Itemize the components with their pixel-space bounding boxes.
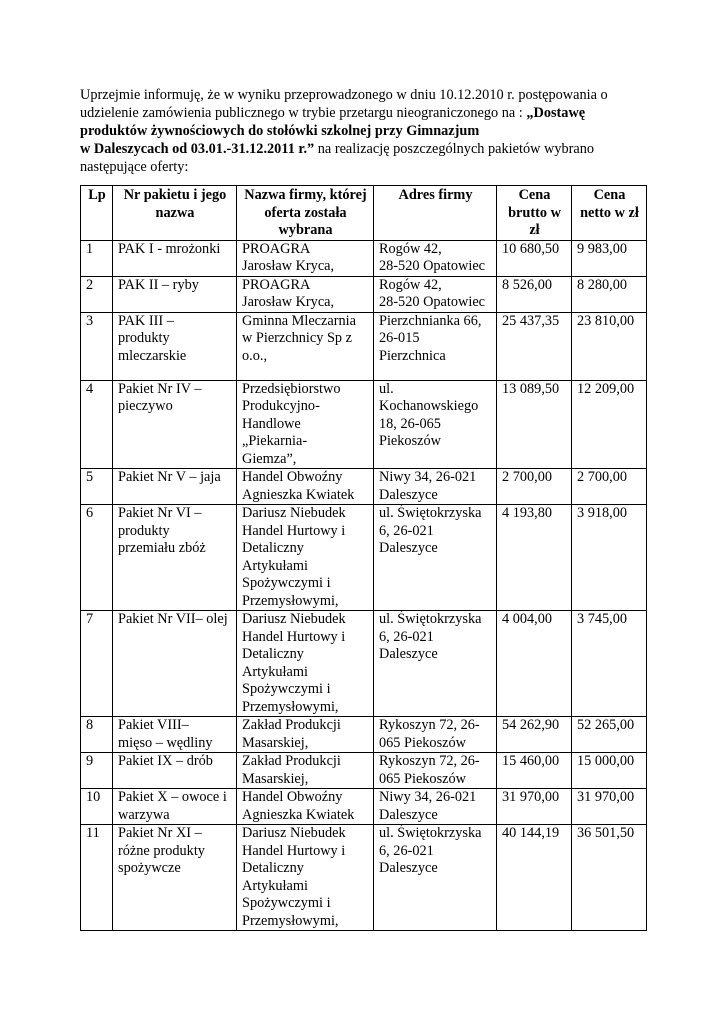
cell-firm: Dariusz Niebudek Handel Hurtowy i Detaliczny Artykułami Spożywczymi i Przemysłowymi, — [237, 505, 374, 611]
cell-package: Pakiet VIII– mięso – wędliny — [113, 717, 237, 753]
intro-bold-1: „Dostawę produktów żywnościowych do stołówki szkolnej przy Gimnazjum — [80, 105, 586, 139]
table-row — [81, 753, 647, 789]
table-body — [81, 240, 647, 931]
header-lp: Lp — [81, 186, 113, 241]
table-row — [81, 380, 647, 469]
cell-firm: PROAGRA Jarosław Kryca, — [237, 240, 374, 276]
cell-net-price: 23 810,00 — [572, 312, 647, 380]
cell-gross-price: 4 193,80 — [497, 505, 572, 611]
table-row — [81, 469, 647, 505]
cell-lp: 10 — [81, 789, 113, 825]
cell-gross-price: 25 437,35 — [497, 312, 572, 380]
cell-lp: 7 — [81, 611, 113, 717]
cell-net-price: 8 280,00 — [572, 276, 647, 312]
cell-address: Niwy 34, 26-021 Daleszyce — [374, 469, 497, 505]
cell-firm: PROAGRA Jarosław Kryca, — [237, 276, 374, 312]
cell-lp: 5 — [81, 469, 113, 505]
cell-net-price: 52 265,00 — [572, 717, 647, 753]
cell-net-price: 9 983,00 — [572, 240, 647, 276]
cell-lp: 11 — [81, 825, 113, 931]
cell-package: Pakiet Nr V – jaja — [113, 469, 237, 505]
cell-package: Pakiet IX – drób — [113, 753, 237, 789]
cell-gross-price: 54 262,90 — [497, 717, 572, 753]
cell-address: ul. Świętokrzyska 6, 26-021 Daleszyce — [374, 611, 497, 717]
cell-lp: 3 — [81, 312, 113, 380]
cell-net-price: 3 918,00 — [572, 505, 647, 611]
table-row — [81, 312, 647, 380]
cell-gross-price: 2 700,00 — [497, 469, 572, 505]
cell-address: Rykoszyn 72, 26- 065 Piekoszów — [374, 753, 497, 789]
cell-gross-price: 10 680,50 — [497, 240, 572, 276]
cell-lp: 4 — [81, 380, 113, 469]
cell-net-price: 3 745,00 — [572, 611, 647, 717]
table-row — [81, 276, 647, 312]
table-row — [81, 505, 647, 611]
cell-net-price: 2 700,00 — [572, 469, 647, 505]
cell-firm: Przedsiębiorstwo Produkcyjno- Handlowe „Piekarnia- Giemza”, — [237, 380, 374, 469]
cell-firm: Handel Obwoźny Agnieszka Kwiatek — [237, 789, 374, 825]
cell-gross-price: 40 144,19 — [497, 825, 572, 931]
cell-firm: Zakład Produkcji Masarskiej, — [237, 717, 374, 753]
cell-gross-price: 31 970,00 — [497, 789, 572, 825]
cell-gross-price: 4 004,00 — [497, 611, 572, 717]
table-header-row — [81, 186, 647, 241]
cell-gross-price: 8 526,00 — [497, 276, 572, 312]
table-row — [81, 789, 647, 825]
cell-package: Pakiet X – owoce i warzywa — [113, 789, 237, 825]
cell-net-price: 15 000,00 — [572, 753, 647, 789]
cell-firm: Zakład Produkcji Masarskiej, — [237, 753, 374, 789]
cell-address: ul. Świętokrzyska 6, 26-021 Daleszyce — [374, 505, 497, 611]
cell-package: PAK II – ryby — [113, 276, 237, 312]
header-package: Nr pakietu i jego nazwa — [113, 186, 237, 241]
intro-paragraph — [80, 86, 646, 176]
header-address: Adres firmy — [374, 186, 497, 241]
cell-package: Pakiet Nr VII– olej — [113, 611, 237, 717]
header-firm: Nazwa firmy, której oferta została wybrana — [237, 186, 374, 241]
header-gross-price: Cena brutto w zł — [497, 186, 572, 241]
cell-firm: Gminna Mleczarnia w Pierzchnicy Sp z o.o., — [237, 312, 374, 380]
cell-address: Rogów 42, 28-520 Opatowiec — [374, 276, 497, 312]
table-row — [81, 240, 647, 276]
cell-address: ul. Świętokrzyska 6, 26-021 Daleszyce — [374, 825, 497, 931]
cell-net-price: 36 501,50 — [572, 825, 647, 931]
cell-package: Pakiet Nr VI – produkty przemiału zbóż — [113, 505, 237, 611]
offers-table — [80, 185, 647, 931]
cell-gross-price: 15 460,00 — [497, 753, 572, 789]
cell-address: Pierzchnianka 66, 26-015 Pierzchnica — [374, 312, 497, 380]
cell-firm: Dariusz Niebudek Handel Hurtowy i Detaliczny Artykułami Spożywczymi i Przemysłowymi, — [237, 611, 374, 717]
cell-lp: 9 — [81, 753, 113, 789]
cell-address: Niwy 34, 26-021 Daleszyce — [374, 789, 497, 825]
cell-package: PAK III – produkty mleczarskie — [113, 312, 237, 380]
cell-net-price: 12 209,00 — [572, 380, 647, 469]
cell-firm: Handel Obwoźny Agnieszka Kwiatek — [237, 469, 374, 505]
cell-lp: 1 — [81, 240, 113, 276]
cell-address: Rogów 42, 28-520 Opatowiec — [374, 240, 497, 276]
table-row — [81, 717, 647, 753]
cell-net-price: 31 970,00 — [572, 789, 647, 825]
header-net-price: Cena netto w zł — [572, 186, 647, 241]
table-row — [81, 825, 647, 931]
intro-bold-2: w Daleszycach od 03.01.-31.12.2011 r.” — [80, 141, 315, 157]
intro-lead: Uprzejmie informuję, że w wyniku przeprowadzonego w dniu 10.12.2010 r. postępowania o udzielenie zamówienia publicznego w trybie przetargu nieograniczonego na : — [80, 87, 608, 121]
cell-lp: 2 — [81, 276, 113, 312]
intro-tail: na realizację poszczególnych pakietów wybrano następujące oferty: — [80, 141, 595, 175]
cell-lp: 8 — [81, 717, 113, 753]
table-row — [81, 611, 647, 717]
cell-lp: 6 — [81, 505, 113, 611]
cell-address: Rykoszyn 72, 26- 065 Piekoszów — [374, 717, 497, 753]
cell-address: ul. Kochanowskiego 18, 26-065 Piekoszów — [374, 380, 497, 469]
cell-package: Pakiet Nr XI – różne produkty spożywcze — [113, 825, 237, 931]
cell-package: PAK I - mrożonki — [113, 240, 237, 276]
cell-firm: Dariusz Niebudek Handel Hurtowy i Detaliczny Artykułami Spożywczymi i Przemysłowymi, — [237, 825, 374, 931]
cell-gross-price: 13 089,50 — [497, 380, 572, 469]
cell-package: Pakiet Nr IV – pieczywo — [113, 380, 237, 469]
